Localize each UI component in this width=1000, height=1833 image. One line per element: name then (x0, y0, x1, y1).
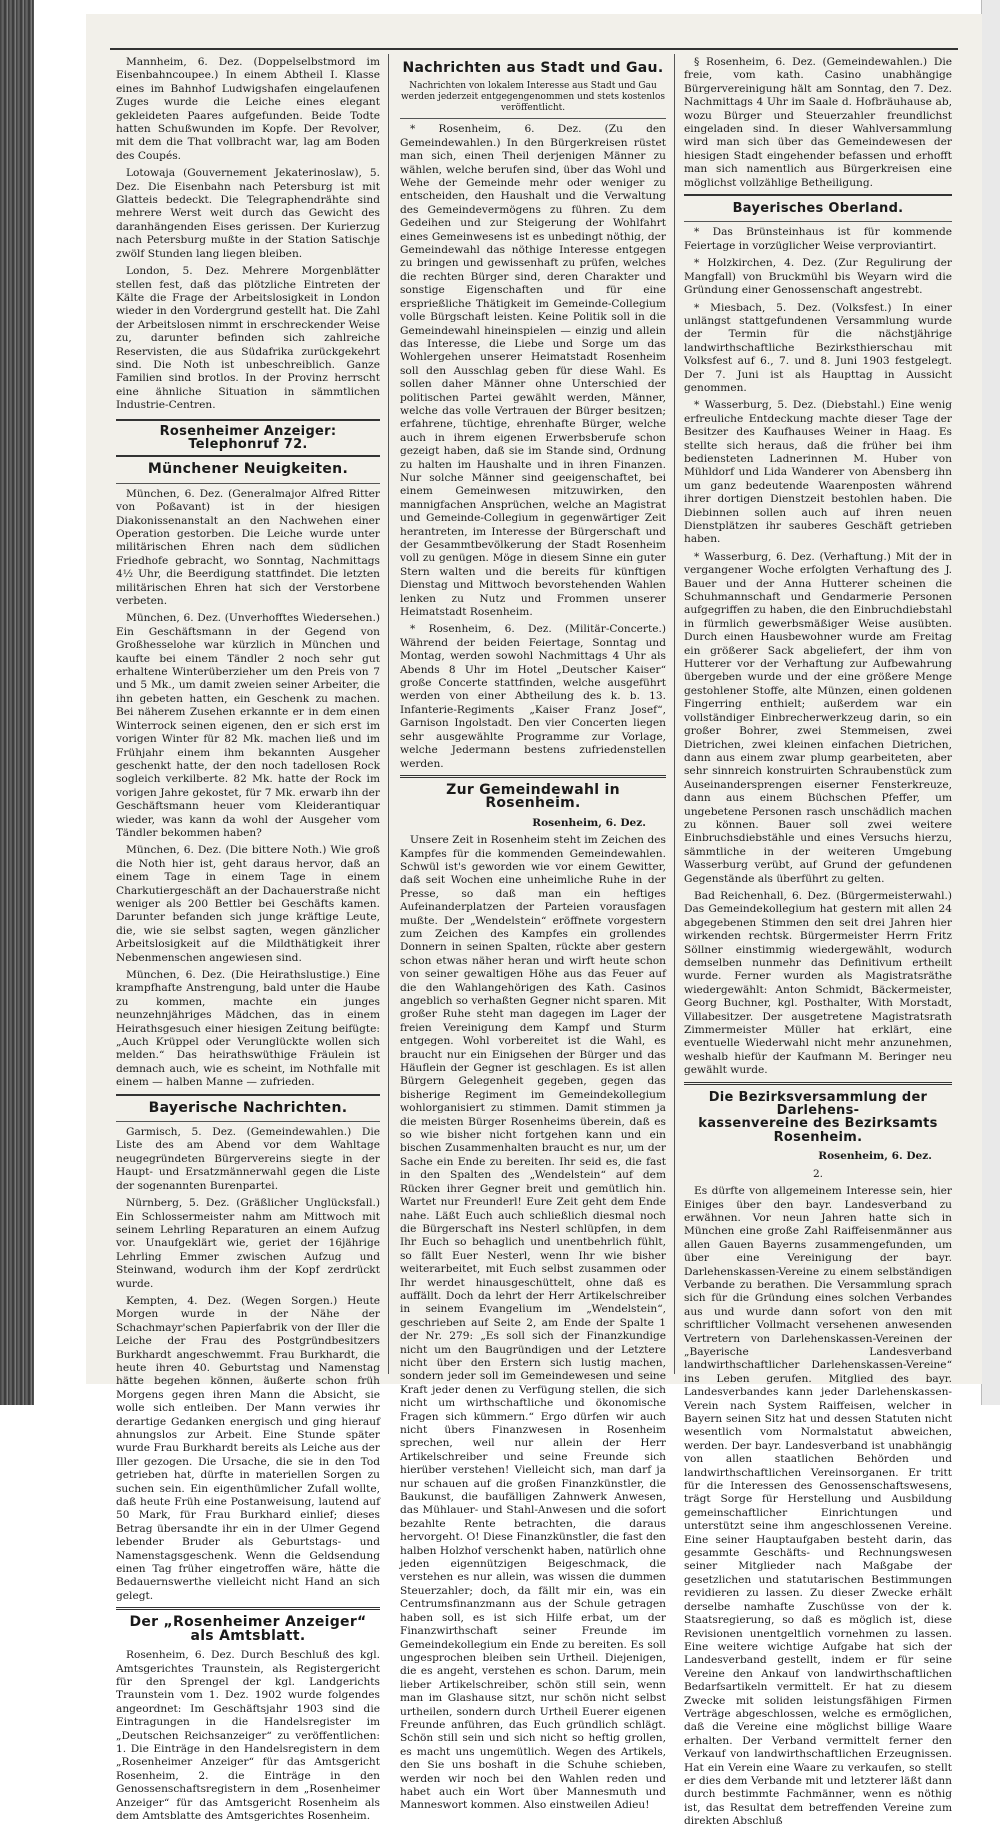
article: Garmisch, 5. Dez. (Gemeindewahlen.) Die Liste des am Abend vor dem Wahltage neugegründeten Bürgervereins siegte in der Haupt- und Ersatzmännerwahl gegen die Liste der sogenannten Burenpartei. (116, 1126, 380, 1192)
column-1 (116, 56, 380, 1827)
article: Nürnberg, 5. Dez. (Gräßlicher Unglücksfall.) Ein Schlossermeister nahm am Mittwoch mit seinem Lehrling Reparaturen an einem Aufzug vor. Unaufgeklärt wie, geriet der 16jährige Lehrling Emmer zwischen Aufzug und Steinwand, wodurch ihm der Kopf zerdrückt wurde. (116, 1197, 380, 1290)
divider (116, 1121, 380, 1122)
section-subheading: Nachrichten von lokalem Interesse aus Stadt und Gau werden jederzeit entgegengenommen und stets kostenlos veröffentlicht. (400, 81, 666, 114)
divider (400, 775, 666, 778)
section-heading-assembly-line2: kassenvereine des Bezirksamts Rosenheim. (698, 1116, 938, 1145)
article: Bad Reichenhall, 6. Dez. (Bürgermeisterwahl.) Das Gemeindekollegium hat gestern mit allen 24 abgegebenen Stimmen den seit drei Jahren hier wirkenden rechtsk. Bürgermeister Herrn Fritz Söllner einstimmig wiedergewählt, wodurch demselben nunmehr das Definitivum ertheilt wurde. Ferner wurden als Magistratsräthe wiedergewählt: Anton Schmidt, Bäckermeister, Georg Buchner, kgl. Posthalter, With Morstadt, Villabesitzer. Der ausgetretene Magistratsrath Zimmermeister Müller hat erklärt, eine eventuelle Wiederwahl nicht mehr anzunehmen, weshalb hiefür der Kaufmann M. Beringer neu gewählt wurde. (684, 889, 952, 1077)
column-rule-1 (388, 54, 389, 1374)
telephone-notice: Rosenheimer Anzeiger: Telephonruf 72. (159, 423, 337, 452)
dateline: Rosenheim, 6. Dez. (818, 1150, 932, 1163)
section-heading-bavaria: Bayerische Nachrichten. (148, 1099, 348, 1116)
scan-binding-strip (0, 0, 34, 1405)
section-heading-election: Zur Gemeindewahl in Rosenheim. (446, 781, 620, 812)
article: Kempten, 4. Dez. (Wegen Sorgen.) Heute Morgen wurde in der Nähe der Schachmayr'schen Papierfabrik von der Iller die Leiche der Frau des Postgründbesitzers Burkhardt angeschwemmt. Frau Burkhardt, die heute ihren 40. Geburtstag und Namenstag hätte begehen können, äußerte schon früh Morgens gegen ihren Mann die Absicht, sie wolle sich entleiben. Der Mann verwies ihr derartige Gedanken energisch und ging hierauf ahnungslos zur Arbeit. Eine Stunde später wurde Frau Burkhardt bereits als Leiche aus der Iller gezogen. Die Ursache, die sie in den Tod getrieben hat, dürfte in materiellen Sorgen zu suchen sein. Ein eigenthümlicher Zufall wollte, daß heute Früh eine Postanweisung, lautend auf 50 Mark, für Frau Burkhard einlief; dieses Betrag übersandte ihr ein in der Ulmer Gegend lebender Bruder als Geburtstags- und Namenstagsgeschenk. Wenn die Geldsendung einen Tag früher eingetroffen wäre, hätte die Bedauernswerthe vielleicht nicht Hand an sich gelegt. (116, 1294, 380, 1602)
dateline: Rosenheim, 6. Dez. (532, 816, 646, 829)
article: § Rosenheim, 6. Dez. (Gemeindewahlen.) Die freie, vom kath. Casino unabhängige Bürgervereinigung hält am Sonntag, den 7. Dez. Nachmittags 4 Uhr im Saale d. Hofbräuhause ab, wozu Bürger und Steuerzahler freundlichst eingeladen sind. In dieser Wahlversammlung wird man sich über das Gemeindewesen der hiesigen Stadt eingehender befassen und erhofft man sich namentlich aus Bürgerkreisen eine möglichst vollzählige Betheiligung. (684, 56, 952, 189)
article: * Miesbach, 5. Dez. (Volksfest.) In einer unlängst stattgefundenen Versammlung wurde der Termin für die nächstjährige landwirthschaftliche Bezirksthierschau mit Volksfest auf 6., 7. und 8. Juni 1903 festgelegt. Der 7. Juni ist als Haupttag in Aussicht genommen. (684, 301, 952, 394)
article: Es dürfte von allgemeinem Interesse sein, hier Einiges über den bayr. Landesverband zu erwähnen. Vor neun Jahren hatte sich in München eine große Zahl Raiffeisenmänner aus allen Gauen Bayerns zusammengefunden, um über eine Vereinigung der bayr. Darlehenskassen-Vereine zu einem selbständigen Verbande zu berathen. Die Versammlung sprach sich für die Gründung eines solchen Verbandes aus und wurde dann sofort von den mit schriftlicher Vollmacht versehenen anwesenden Vertretern von Darlehenskassen-Vereinen der „Bayerische Landesverband landwirthschaftlicher Darlehenskassen-Vereine“ ins Leben gerufen. Mitglied des bayr. Landesverbandes kann jeder Darlehenskassen-Verein nach System Raiffeisen, welcher in Bayern seinen Sitz hat und dessen Statuten nicht wesentlich vom Normalstatut abweichen, werden. Der bayr. Landesverband ist unabhängig von allen staatlichen Behörden und landwirthschaftlichen Vereinsorganen. Er tritt für die Interessen des Genossenschaftswesens, trägt Sorge für Herstellung und Ausbildung gemeinschaftlicher Einrichtungen und unterstützt seine ihm angeschlossenen Vereine. Eine seiner Hauptaufgaben besteht darin, das gesammte Geschäfts- und Rechnungswesen seiner Mitglieder nach Maßgabe der gesetzlichen und statutarischen Bestimmungen revidieren zu lassen. Zu dieser Zwecke erhält derselbe namhafte Zuschüsse von der k. Staatsregierung, so daß es möglich ist, diese Revisionen unentgeltlich vornehmen zu lassen. Eine weitere wichtige Aufgabe hat sich der Landesverband gestellt, indem er für seine Vereine den Ankauf von landwirthschaftlichen Bedarfsartikeln vermittelt. Er hat zu diesem Zwecke mit soliden leistungsfähigen Firmen Verträge abgeschlossen, welche es ermöglichen, daß die Vereine eine möglichst billige Waare erhalten. Der Verband vermittelt ferner den Verkauf von landwirthschaftlichen Erzeugnissen. Hat ein Verein eine Waare zu verkaufen, so stellt er dies dem Verbande mit und letzterer läßt dann durch bestimmte Fachmänner, wenn es nöthig ist, das Resultat dem betreffenden Vereine zum direkten Abschluß (684, 1185, 952, 1828)
section-heading-official-line2: als Amtsblatt. (190, 1627, 306, 1644)
article: Mannheim, 6. Dez. (Doppelselbstmord im Eisenbahncoupee.) In einem Abtheil I. Klasse eines im Bahnhof Ludwigshafen eingelaufenen Zuges wurde die Leiche eines elegant gekleideten Paares aufgefunden. Beide Todte hatten Schußwunden im Kopfe. Der Revolver, mit dem die That vollbracht war, lag am Boden des Coupés. (116, 56, 380, 162)
article: * Wasserburg, 5. Dez. (Diebstahl.) Eine wenig erfreuliche Entdeckung machte dieser Tage der Besitzer des Kaufhauses Weiner in Haag. Es stellte sich heraus, daß die früher bei ihm bediensteten Ladnerinnen M. Huber von Mühldorf und Lida Wanderer von Abensberg ihn um ganz bedeutende Waarenposten während ihrer dortigen Dienstzeit bestohlen haben. Die Diebinnen sollen auch auf ihren neuen Dienstplätzen ihr sauberes Geschäft getrieben haben. (684, 399, 952, 546)
scan-margin (34, 0, 86, 1405)
scan-right-edge (981, 0, 1000, 1405)
section-heading-official: Der „Rosenheimer Anzeiger“ (129, 1614, 367, 1631)
article: * Wasserburg, 6. Dez. (Verhaftung.) Mit der in vergangener Woche erfolgten Verhaftung des J. Bauer und der Anna Hutterer scheinen die Schuhmannschaft und Gendarmerie Personen aufgegriffen zu haben, die den Einbruchdiebstahl in fürmlich gewerbsmäßiger Weise ausübten. Durch einen Hausbewohner wurde am Freitag ein größerer Sack abgeliefert, der ihm von Hutterer vor der Verhaftung zur Aufbewahrung übergeben wurde und der eine größere Menge gestohlener Stoffe, alte Münzen, einen goldenen Fingerring enthielt; außerdem war ein vollständiger Einbrecherwerkzeug darin, so ein großer Bohrer, zwei Stemmeisen, zwei Dietrichen, zwei kleinen einfachen Dietrichen, dann aus einem zwar plump gearbeiteten, aber sehr sinnreich konstruirten Schraubenstück zum Auseinandersprengen eiserner Fensterkreuze, dann aus einem Büchschen Pfeffer, um ungebetene Personen rasch unschädlich machen zu können. Bauer soll zwei weitere Einbruchsdiebstähle und eines Versuchs hierzu, sämmtliche in der weiteren Umgebung Wasserburg verübt, auf Grund der gefundenen Gegenstände als überführt zu gelten. (684, 550, 952, 885)
article: Lotowaja (Gouvernement Jekaterinoslaw), 5. Dez. Die Eisenbahn nach Petersburg ist mit Glatteis bedeckt. Die Telegraphendrähte sind mehrere Werst weit durch das Gewicht des daranhängenden Eises gerissen. Der Kurierzug nach Petersburg mußte in der Station Satischje zwölf Stunden lang liegen bleiben. (116, 167, 380, 260)
article: München, 6. Dez. (Die bittere Noth.) Wie groß die Noth hier ist, geht daraus hervor, daß an einem Tage in einem Tage in einem Charkutiergeschäft an der Dachauerstraße nicht weniger als 200 Bettler bei Geschäfts kamen. Darunter befanden sich junge kräftige Leute, die, wie sie selbst sagten, wegen gänzlicher Arbeitslosigkeit auf die Mildthätigkeit ihrer Nebenmenschen angewiesen sind. (116, 844, 380, 964)
column-3 (684, 56, 952, 1833)
section-heading-assembly: Die Bezirksversammlung der Darlehens- (708, 1089, 928, 1119)
divider (116, 483, 380, 484)
section-heading-munich: Münchener Neuigkeiten. (147, 461, 349, 478)
column-2 (400, 56, 666, 1817)
part-number: 2. (812, 1167, 824, 1180)
telephone-notice-box (116, 419, 380, 458)
divider (116, 1094, 380, 1096)
article: München, 6. Dez. (Unverhofftes Wiedersehen.) Ein Geschäftsmann in der Gegend von Großhesselohe war kürzlich in München und kaufte bei einem Tändler 2 noch sehr gut erhaltene Winterüberzieher um den Preis von 7 und 5 Mk., um damit zweien seiner Arbeiter, die ihn gebeten hatten, ein Geschenk zu machen. Bei näherem Zusehen erkannte er in dem einen Winterrock seinen eigenen, den er sich erst im vorigen Winter für 82 Mk. machen ließ und im Frühjahr einem ihm bekannten Ausgeher geschenkt hatte, der den noch tadellosen Rock sogleich verkilberte. 82 Mk. hatte der Rock im vorigen Jahre gekostet, für 7 Mk. erwarb ihn der Geschäftsmann heuer vom Kleiderantiquar wieder, was kann da wohl der Ausgeher vom Tändler bekommen haben? (116, 612, 380, 839)
newspaper-page (86, 14, 982, 1828)
divider (684, 221, 952, 222)
top-rule (110, 48, 958, 50)
article: London, 5. Dez. Mehrere Morgenblätter stellen fest, daß das plötzliche Eintreten der Kälte die Frage der Arbeitslosigkeit in London wieder in den Vordergrund gestellt hat. Die Zahl der Arbeitslosen nimmt in erschreckender Weise zu, darunter befinden sich zahlreiche Reservisten, die aus Südafrika zurückgekehrt sind. Die Noth ist unbeschreiblich. Ganze Familien sind brotlos. In der Provinz herrscht eine ähnliche Situation in sämmtlichen Industrie-Centren. (116, 265, 380, 412)
article: Rosenheim, 6. Dez. Durch Beschluß des kgl. Amtsgerichtes Traunstein, als Registergericht für den Sprengel der kgl. Landgerichts Traunstein vom 1. Dez. 1902 wurde folgendes angeordnet: Im Geschäftsjahr 1903 sind die Eintragungen in die Handelsregister im „Deutschen Reichsanzeiger“ zu veröffentlichen: 1. Die Einträge in den Handelsregistern in dem „Rosenheimer Anzeiger“ für das Amtsgericht Rosenheim, 2. die Einträge in den Genossenschaftsregistern in dem „Rosenheimer Anzeiger“ für das Amtsgericht Rosenheim als dem Amtsblatte des Amtsgerichtes Rosenheim. (116, 1649, 380, 1822)
section-heading-oberland: Bayerisches Oberland. (732, 201, 904, 217)
article: München, 6. Dez. (Generalmajor Alfred Ritter von Poßavant) ist in der hiesigen Diakonissenanstalt an den Nachwehen einer Operation gestorben. Die Leiche wurde unter militärischen Ehren nach dem südlichen Friedhofe gebracht, wo Sonntag, Nachmittags 4½ Uhr, die Beerdigung stattfindet. Die letzten militärischen Ehren hat sich der Verstorbene verbeten. (116, 487, 380, 608)
divider (400, 118, 666, 119)
article: * Rosenheim, 6. Dez. (Zu den Gemeindewahlen.) In den Bürgerkreisen rüstet man sich, einen Theil derjenigen Männer zu wählen, welche berufen sind, über das Wohl und Wehe der Gemeinde mehr oder weniger zu entscheiden, den Haushalt und die Verwaltung des Gemeindevermögens zu führen. Zu dem Gedeihen und zur Steigerung der Wohlfahrt eines Gemeinwesens ist es unbedingt nöthig, der Gemeindewahl das nöthige Interesse entgegen zu bringen und gewissenhaft zu prüfen, welches die rechten Bürger sind, deren Charakter und sonstige Eigenschaften und für eine ersprießliche Thätigkeit im Gemeinde-Collegium volle Bürgschaft leisten. Keine Politik soll in die Gemeindewahl hineinspielen — einzig und allein das Interesse, die Liebe und Sorge um das Wohlergehen unserer Heimatstadt Rosenheim soll den Ausschlag geben für diese Wahl. Es sollen daher Männer ohne Unterschied der politischen Partei gewählt werden, Männer, welche das volle Vertrauen der Bürger besitzen; erfahrene, tüchtige, ehrenhafte Bürger, welche auch in ihrem eigenen Erwerbsberufe schon gezeigt haben, daß sie im Stande sind, Ordnung zu halten im Haushalte und in ihren Finanzen. Nur solche Männer sind geeigenschaftet, bei einem Gemeinwesen mitzuwirken, den mannigfachen Ansprüchen, welche an Magistrat und Gemeinde-Collegium in gegenwärtiger Zeit herantreten, im Interesse der Bürgerschaft und der Gesammtbevölkerung der Stadt Rosenheim voll zu genügen. Möge in diesem Sinne ein guter Stern walten und die bereits für künftigen Dienstag und Mittwoch bevorstehenden Wahlen lenken zu Nutz und Frommen unserer Heimatstadt Rosenheim. (400, 123, 666, 619)
article: Unsere Zeit in Rosenheim steht im Zeichen des Kampfes für die kommenden Gemeindewahlen. Schwül ist's geworden wie vor einem Gewitter, daß seit Wochen eine unheimliche Ruhe in der Presse, so daß man ein heftiges Aufeinanderplatzen der Parteien vorausfagen mußte. Der „Wendelstein“ eröffnete vorgestern zum Zeichen des Kampfes ein grollendes Donnern in seinen Spalten, rückte aber gestern schon etwas näher heran und wirft heute schon von seiner gewaltigen Höhe aus das Feuer auf die den Wahlangehörigen des Kath. Casinos angeblich so verhaßten Gegner nicht sparen. Mit großer Ruhe steht man dagegen im Lager der freien Vereinigung dem Kampf und Sturm entgegen. Wohl vorbereitet ist die Wahl, es braucht nur ein Einigsehen der Bürger und das Häuflein der Gegner ist geschlagen. Es ist allen Bürgern Gelegenheit gegeben, gegen das bisherige Regiment im Gemeindekollegium wohlorganisiert zu stimmen. Damit stimmen ja die meisten Bürger Rosenheims überein, daß es so wie bisher nicht fortgehen kann und ein bischen Zusammenhalten braucht es nur, um der Sache ein Ende zu bereiten. Ihr seid es, die fast in den Spalten des „Wendelstein“ auf dem Rücken ihrer Gegner breit und gemütlich hin. Wartet nur Freunderl! Eure Zeit geht dem Ende nahe. Läßt Euch auch schließlich diesmal noch die Bürgerschaft ins Nesterl schlüpfen, in dem Ihr Euch so behaglich und unentbehrlich fühlt, so fällt Euer Nesterl, wenn Ihr wie bisher weiterarbeitet, mit Euch selbst zusammen oder Ihr werdet hinausgeschüttelt, ohne daß es auffällt. Doch da lehrt der Herr Artikelschreiber in seinem Evangelium im „Wendelstein“, geschrieben auf Seite 2, am Ende der Spalte 1 der Nr. 279: „Es soll sich der Finanzkundige nicht um den Baugründigen und der Letztere nicht über den Erstern sich lustig machen, sondern jeder soll im Gemeindewesen und seine Kraft jeder denen zu Verfügung stellen, die sich nicht um wirthschaftliche und ökonomische Fragen sich kümmern.“ Ergo dürfen wir auch nicht übers Finanzwesen in Rosenheim sprechen, weil nur allein der Herr Artikelschreiber und seine Freunde sich hierüber verstehen! Vielleicht sich, man darf ja nur schauen auf die großen Finanzkünstler, die Baukunst, die baufälligen Zahnwerk Anwesen, das Mühlauer- und Stahl-Anwesen und die sofort bezahlte Rente betrachten, die daraus hervorgeht. O! Diese Finanzkünstler, die fast den halben Holzhof verschenkt haben, natürlich ohne jeden eigennützigen Beigeschmack, die verstehen es nur allein, was wissen die dummen Steuerzahler; doch, da fällt mir ein, was ein Centrumsfinanzmann aus der Schule getragen haben soll, es ist sich Hilfe erbat, um der Finanzwirthschaft seiner Freunde im Gemeindekollegium ein Ende zu bereiten. Es soll ungesprochen bleiben sein Urtheil. Diejenigen, die es angeht, verstehen es schon. Darum, mein lieber Artikelschreiber, schön still sein, wenn man im Glashause sitzt, nur schön nicht selbst urtheilen, sondern durch Urtheil Euerer eigenen Freunde anführen, das Euch gründlich schlägt. Schön still sein und sich nicht so heftig grollen, es macht uns ungemütlich. Wegen des Artikels, den Sie uns boshaft in die Schuhe schieben, werden wir noch bei den Wahlen reden und habet auch ein Wort über Mannesmuth und Manneswort kommen. Also einstweilen Adieu! (400, 834, 666, 1812)
article: München, 6. Dez. (Die Heirathslustige.) Eine krampfhafte Anstrengung, bald unter die Haube zu kommen, machte ein junges neunzehnjähriges Mädchen, das in einem Heirathsgesuch einer hiesigen Zeitung beifügte: „Auch Krüppel oder Verunglückte wollen sich melden.“ Das heirathswüthige Fräulein ist demnach auch, wie es scheint, im Nothfalle mit einem — halben Manne — zufrieden. (116, 969, 380, 1089)
divider (684, 194, 952, 196)
article: * Das Brünsteinhaus ist für kommende Feiertage in vorzüglicher Weise verproviantirt. (684, 226, 952, 252)
divider (684, 1082, 952, 1085)
section-heading-local: Nachrichten aus Stadt und Gau. (402, 60, 664, 76)
column-rule-2 (674, 54, 675, 1374)
divider (116, 1607, 380, 1610)
article: * Holzkirchen, 4. Dez. (Zur Regulirung der Mangfall) von Bruckmühl bis Weyarn wird die Gründung einer Genossenschaft angestrebt. (684, 257, 952, 297)
article: * Rosenheim, 6. Dez. (Militär-Concerte.) Während der beiden Feiertage, Sonntag und Montag, werden sowohl Nachmittags 4 Uhr als Abends 8 Uhr im Hotel „Deutscher Kaiser“ große Concerte stattfinden, welche ausgeführt werden von einer Abtheilung des k. b. 13. Infanterie-Regiments „Kaiser Franz Josef“, Garnison Ingolstadt. Den vier Concerten liegen sehr ausgewählte Programme zur Vorlage, welche Jedermann bestens zufriedenstellen werden. (400, 623, 666, 770)
